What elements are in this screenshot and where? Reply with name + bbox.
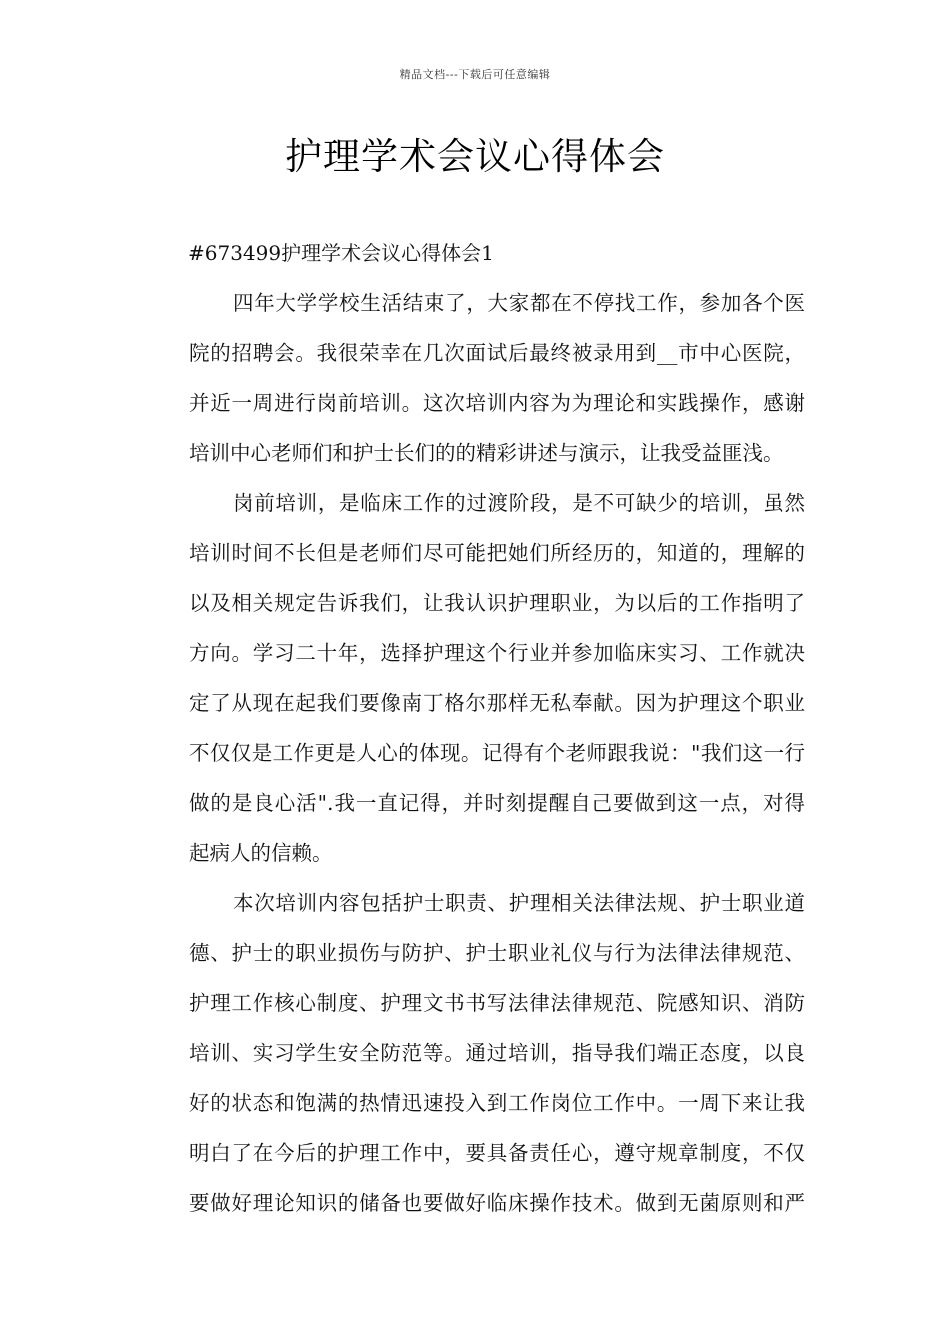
paragraph-line: 并近一周进行岗前培训。这次培训内容为为理论和实践操作，感谢: [189, 391, 805, 415]
paragraph-line: 院的招聘会。我很荣幸在几次面试后最终被录用到__市中心医院，: [189, 341, 805, 365]
paragraph-2: [145, 478, 805, 878]
paragraph-line: 四年大学学校生活结束了，大家都在不停找工作，参加各个医: [233, 291, 805, 315]
paragraph-line: 岗前培训，是临床工作的过渡阶段，是不可缺少的培训，虽然: [233, 491, 805, 515]
document-title: 护理学术会议心得体会: [285, 135, 665, 178]
section-subheading: #673499护理学术会议心得体会1: [188, 241, 494, 265]
paragraph-line: 做的是良心活".我一直记得，并时刻提醒自己要做到这一点，对得: [189, 791, 805, 815]
paragraph-line: 以及相关规定告诉我们，让我认识护理职业，为以后的工作指明了: [189, 591, 805, 615]
paragraph-line: 定了从现在起我们要像南丁格尔那样无私奉献。因为护理这个职业: [189, 691, 805, 715]
paragraph-line: 明白了在今后的护理工作中，要具备责任心，遵守规章制度，不仅: [189, 1141, 805, 1165]
paragraph-line: 方向。学习二十年，选择护理这个行业并参加临床实习、工作就决: [189, 641, 805, 665]
paragraph-line: 要做好理论知识的储备也要做好临床操作技术。做到无菌原则和严: [189, 1191, 805, 1215]
paragraph-line: 培训、实习学生安全防范等。通过培训，指导我们端正态度，以良: [189, 1041, 805, 1065]
paragraph-line: 培训中心老师们和护士长们的的精彩讲述与演示，让我受益匪浅。: [189, 441, 784, 465]
paragraph-line: 培训时间不长但是老师们尽可能把她们所经历的，知道的，理解的: [189, 541, 805, 565]
header-note: 精品文档---下载后可任意编辑: [399, 68, 551, 81]
paragraph-3: [145, 878, 805, 1228]
paragraph-line: 好的状态和饱满的热情迅速投入到工作岗位工作中。一周下来让我: [189, 1091, 805, 1115]
paragraph-line: 起病人的信赖。: [189, 841, 333, 865]
paragraph-1: [145, 278, 805, 478]
paragraph-line: 本次培训内容包括护士职责、护理相关法律法规、护士职业道: [233, 891, 805, 915]
document-body: [145, 228, 805, 1228]
paragraph-line: 护理工作核心制度、护理文书书写法律法律规范、院感知识、消防: [189, 991, 805, 1015]
paragraph-line: 德、护士的职业损伤与防护、护士职业礼仪与行为法律法律规范、: [189, 941, 805, 965]
paragraph-line: 不仅仅是工作更是人心的体现。记得有个老师跟我说："我们这一行: [189, 741, 805, 765]
